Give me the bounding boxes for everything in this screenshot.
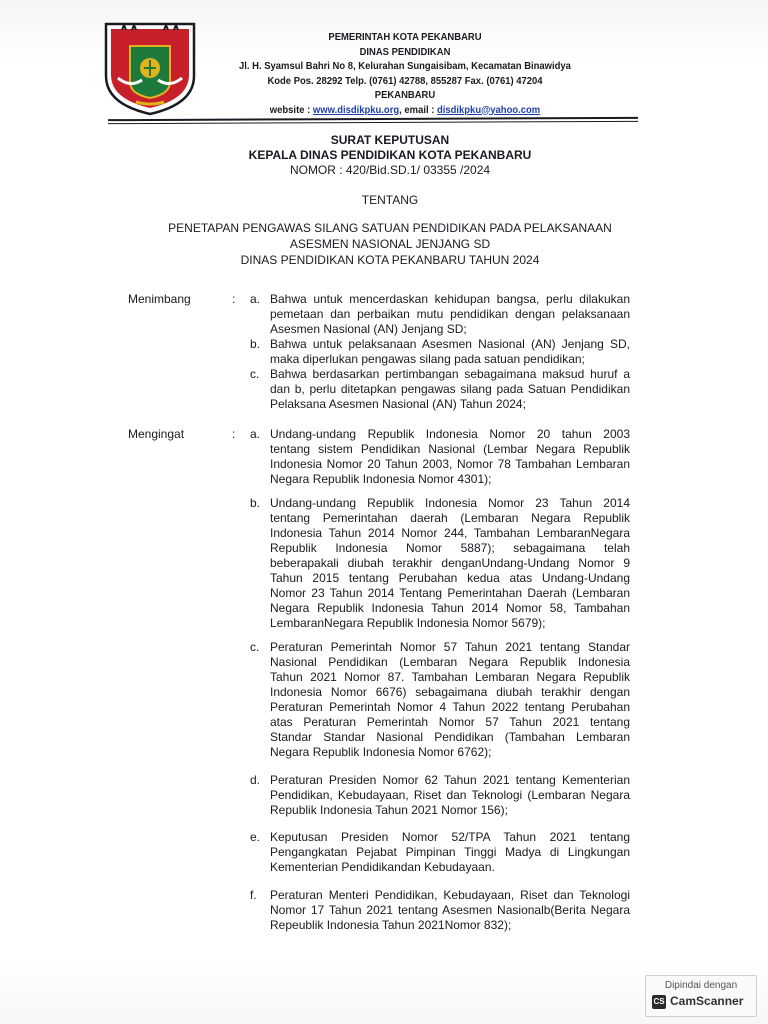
- text-line: dan b, perlu ditetapkan pengawas silang pada Satuan Pendidikan: [270, 382, 630, 396]
- item-text: [270, 830, 630, 875]
- email-link[interactable]: disdikpku@yahoo.com: [436, 103, 541, 116]
- letterhead-contact: Kode Pos. 28292 Telp. (0761) 42788, 855287 Fax. (0761) 47204: [267, 74, 543, 87]
- item-letter: d.: [250, 773, 261, 787]
- item-letter: b.: [250, 496, 261, 510]
- decree-number: NOMOR : 420/Bid.SD.1/ 03355 /2024: [289, 163, 491, 177]
- text-line: Keputusan Presiden Nomor 52/TPA Tahun 2021 tentang: [270, 830, 630, 844]
- subject-line-2: ASESMEN NASIONAL JENJANG SD: [289, 237, 491, 251]
- item-text: [270, 367, 630, 412]
- letterhead-government: PEMERINTAH KOTA PEKANBARU: [328, 31, 482, 43]
- text-line: Peraturan Menteri Pendidikan, Kebudayaan, Riset dan Teknologi: [270, 888, 630, 902]
- website-prefix: website :: [269, 103, 313, 116]
- item-text: [270, 427, 630, 487]
- text-line: Indonesia Nomor 6676) sebagaimana diubah terakhir dengan: [270, 685, 630, 699]
- text-line: Undang-undang Republik Indonesia Nomor 23 Tahun 2014: [270, 496, 630, 510]
- item-letter: b.: [250, 337, 261, 351]
- text-line: Kementerian Pendidikandan Kebudayaan.: [270, 860, 495, 874]
- text-line: Undang-undang Republik Indonesia Nomor 20 tahun 2003: [270, 427, 630, 441]
- item-text: [270, 496, 630, 631]
- item-letter: f.: [250, 888, 257, 902]
- text-line: LembaranNegara Republik Indonesia Nomor 5679);: [270, 616, 546, 630]
- tentang-heading: TENTANG: [361, 193, 419, 207]
- letterhead: [221, 30, 590, 117]
- scanner-caption: Dipindai dengan: [664, 980, 738, 991]
- email-prefix: , email :: [399, 103, 437, 116]
- text-line: Nomor 17 Tahun 2021 tentang Asesmen Nasionalb(Berita Negara: [270, 903, 630, 917]
- menimbang-colon: :: [232, 292, 236, 306]
- decree-type: SURAT KEPUTUSAN: [330, 133, 450, 147]
- subject-line-3: DINAS PENDIDIKAN KOTA PEKANBARU TAHUN 2024: [240, 253, 540, 267]
- text-line: Nomor 23 Tahun 2014 Tentang Pemerintahan Daerah (Lembaran: [270, 586, 630, 600]
- website-link[interactable]: www.disdikpku.org: [312, 103, 400, 116]
- text-line: Standar Standar Nasional Pendidikan (Tambahan Lembaran: [270, 730, 630, 744]
- text-line: Pelaksana Asesmen Nasional (AN) Tahun 2024;: [270, 397, 526, 411]
- mengingat-colon: :: [232, 427, 236, 441]
- item-text: [270, 292, 630, 337]
- text-line: Indonesia Nomor 20 Tahun 2003, Nomor 78 Tambahan Lembaran: [270, 457, 630, 471]
- item-text: [270, 640, 630, 760]
- decree-title: [150, 133, 630, 178]
- text-line: Negara Republik Indonesia Nomor 6762);: [270, 745, 492, 759]
- text-line: Bahwa untuk mencerdaskan kehidupan bangsa, perlu dilakukan: [270, 292, 630, 306]
- text-line: Bahwa untuk pelaksanaan Asesmen Nasional (AN) Jenjang SD,: [270, 337, 630, 351]
- item-letter: e.: [250, 830, 261, 844]
- item-text: [270, 337, 630, 367]
- text-line: Nasional Pendidikan (Lembaran Negara Republik Indonesia: [270, 655, 630, 669]
- text-line: Tahun 2015 tentang Perubahan kedua atas Undang-Undang: [270, 571, 630, 585]
- text-line: Tahun 2021 Nomor 87. Tambahan Lembaran Negara Republik: [270, 670, 630, 684]
- text-line: pemetaan dan perbaikan mutu pendidikan dengan pelaksanaan: [270, 307, 630, 321]
- letterhead-address: Jl. H. Syamsul Bahri No 8, Kelurahan Sungaisibam, Kecamatan Binawidya: [239, 60, 571, 72]
- text-line: Negara Republik Indonesia Tahun 2014 Nomor 58, Tambahan: [270, 601, 630, 615]
- subject-line-1: PENETAPAN PENGAWAS SILANG SATUAN PENDIDIKAN PADA PELAKSANAAN: [168, 221, 612, 235]
- item-text: [270, 773, 630, 818]
- text-line: Republik Indonesia Tahun 2021 Nomor 156);: [270, 803, 508, 817]
- text-line: atas Peraturan Pemerintah Nomor 57 Tahun 2021 tentang: [270, 715, 630, 729]
- camscanner-logo-icon: CS: [652, 995, 666, 1009]
- text-line: Indonesia Tahun 2014 Nomor 244, Tambahan LembaranNegara: [270, 526, 630, 540]
- letterhead-web-email: [221, 103, 590, 118]
- text-line: Peraturan Presiden Nomor 62 Tahun 2021 tentang Kementerian: [270, 773, 630, 787]
- camscanner-watermark: [645, 975, 757, 1017]
- item-letter: a.: [250, 427, 261, 441]
- text-line: Peraturan Pemerintah Nomor 57 Tahun 2021 tentang Standar: [270, 640, 630, 654]
- text-line: Republik Indonesia Nomor 5887); sebagaimana telah: [270, 541, 630, 555]
- text-line: Peraturan Pemerintah Nomor 4 Tahun 2022 tentang Perubahan: [270, 700, 630, 714]
- letterhead-rule-thin: [108, 121, 638, 124]
- item-text: [270, 888, 630, 933]
- text-line: Pengangkatan Pejabat Pimpinan Tinggi Madya di Lingkungan: [270, 845, 630, 859]
- letterhead-city: PEKANBARU: [374, 89, 436, 101]
- scanner-brand: CamScanner: [670, 994, 744, 1008]
- mengingat-label: Mengingat: [128, 427, 185, 441]
- text-line: Bahwa berdasarkan pertimbangan sebagaimana maksud huruf a: [270, 367, 630, 381]
- pekanbaru-emblem-logo: [100, 16, 200, 116]
- text-line: Pendidikan, Kebudayaan, Riset dan Teknologi (Lembaran Negara: [270, 788, 630, 802]
- decree-subject: [120, 220, 660, 268]
- text-line: tentang sistem Pendidikan Nasional (Lembar Negara Republik: [270, 442, 630, 456]
- letterhead-agency: DINAS PENDIDIKAN: [359, 45, 451, 58]
- text-line: Negara Republik Indonesia Nomor 4301);: [270, 472, 492, 486]
- item-letter: c.: [250, 367, 260, 381]
- text-line: tentang Pemerintahan daerah (Lembaran Negara Republik: [270, 511, 630, 525]
- text-line: maka diperlukan pengawas silang pada satuan pendidikan;: [270, 352, 585, 366]
- item-letter: a.: [250, 292, 261, 306]
- text-line: Asesmen Nasional (AN) Jenjang SD;: [270, 322, 467, 336]
- decree-issuer: KEPALA DINAS PENDIDIKAN KOTA PEKANBARU: [248, 148, 532, 162]
- menimbang-label: Menimbang: [128, 292, 191, 306]
- text-line: Repeublik Indonesia Tahun 2021Nomor 832);: [270, 918, 512, 932]
- item-letter: c.: [250, 640, 260, 654]
- text-line: beberapakali diubah terakhir denganUndang-Undang Nomor 9: [270, 556, 630, 570]
